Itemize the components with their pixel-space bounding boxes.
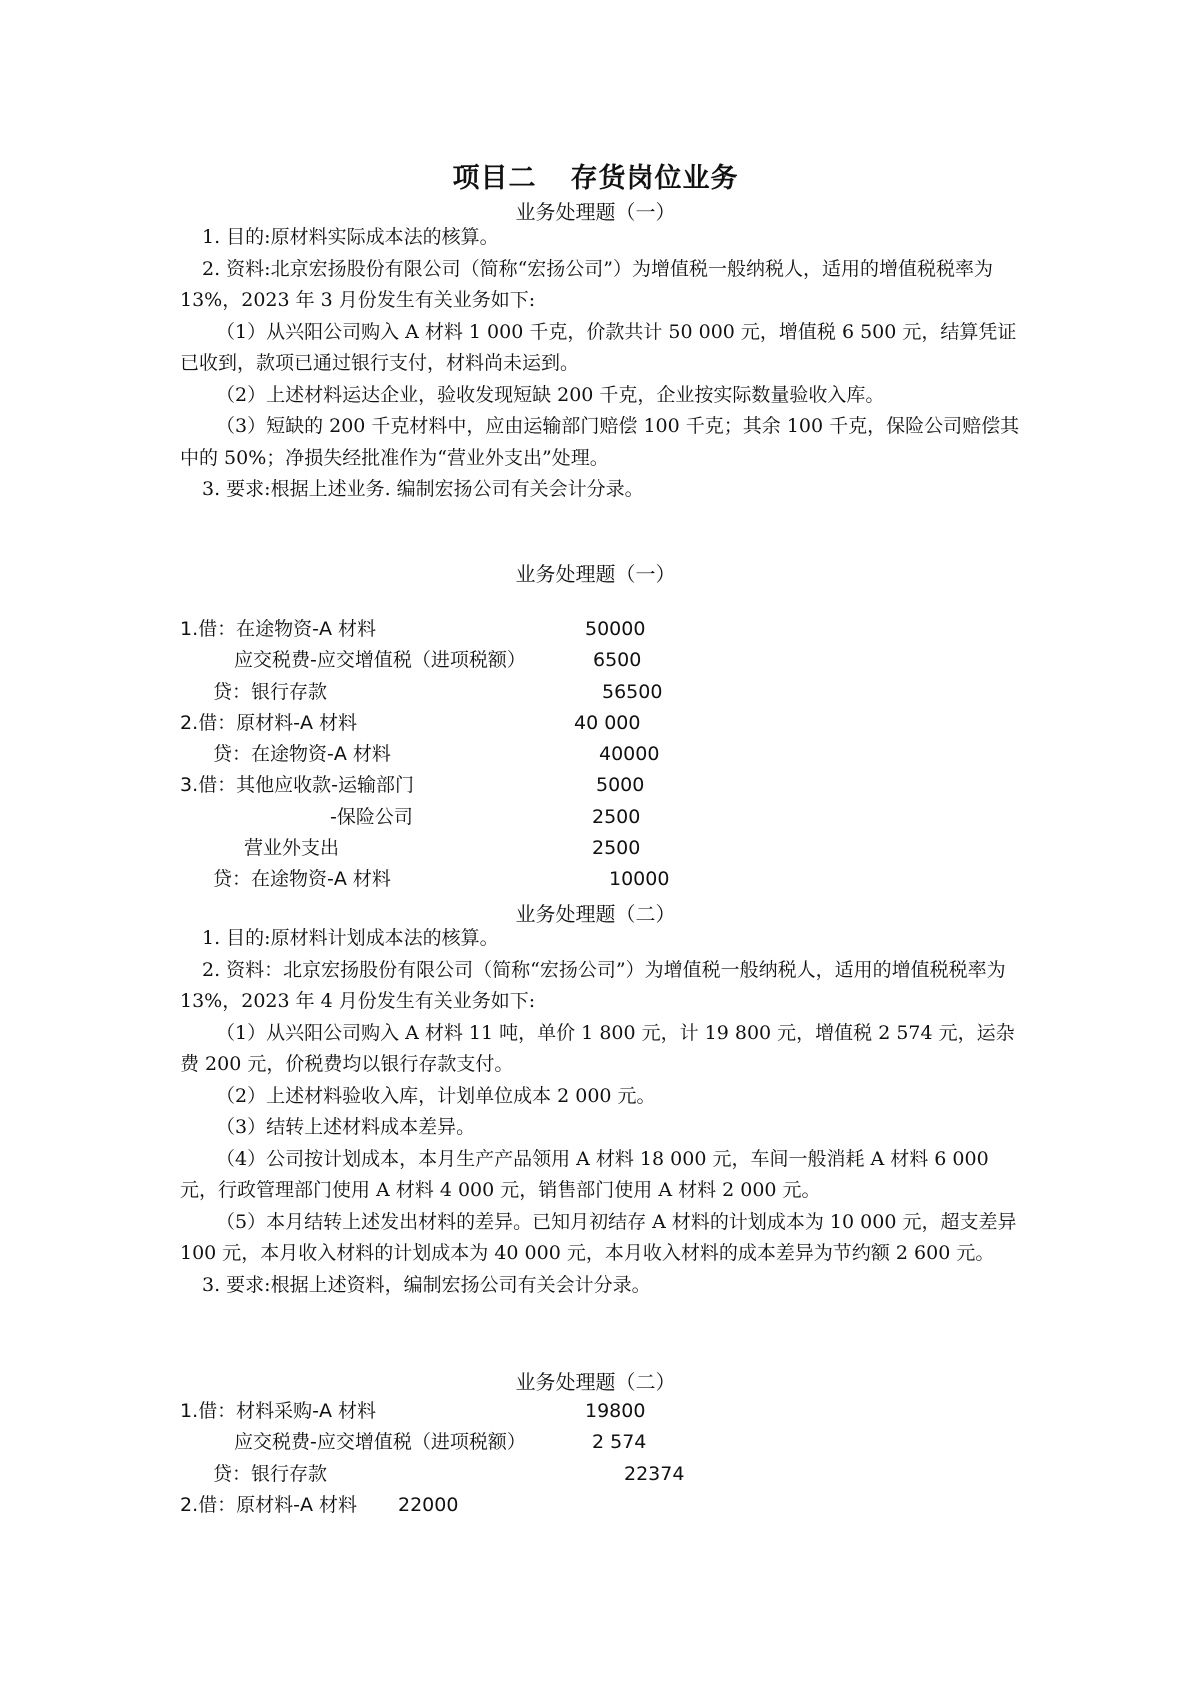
page-title (0, 156, 1191, 195)
journal-account: 贷：银行存款 (213, 680, 328, 703)
answer2-entries (180, 1396, 880, 1521)
journal-amount: 2500 (592, 837, 641, 860)
section1-purpose: 1. 目的:原材料实际成本法的核算。 (202, 226, 499, 248)
journal-row (180, 864, 880, 895)
answer2-heading: 业务处理题（二） (515, 1370, 676, 1394)
journal-amount: 40 000 (574, 711, 641, 734)
journal-row (180, 833, 880, 864)
journal-amount: 10000 (609, 868, 670, 891)
section2-requirement: 3. 要求:根据上述资料，编制宏扬公司有关会计分录。 (202, 1273, 651, 1296)
section1-item-1: （1）从兴阳公司购入 A 材料 1 000 千克，价款共计 50 000 元，增值税 6 500 元，结算凭证已收到，款项已通过银行支付，材料尚未运到。 (180, 320, 1017, 374)
journal-account: 营业外支出 (244, 837, 340, 860)
journal-row (180, 677, 880, 708)
title-part1: 项目二 (452, 163, 537, 194)
journal-row (180, 1459, 880, 1490)
journal-row (180, 802, 880, 833)
journal-account: 1.借：在途物资-A 材料 (180, 618, 377, 640)
journal-row (180, 1427, 880, 1458)
title-part2: 存货岗位业务 (570, 163, 739, 194)
journal-amount: 56500 (602, 680, 663, 703)
section2-material: 2. 资料：北京宏扬股份有限公司（简称“宏扬公司”）为增值税一般纳税人，适用的增值税税率为 13%，2023 年 4 月份发生有关业务如下: (180, 958, 1006, 1012)
answer1-entries (180, 614, 880, 896)
journal-account: 贷：在途物资-A 材料 (213, 743, 391, 766)
journal-row (180, 1396, 880, 1427)
journal-amount: 2500 (592, 805, 641, 828)
journal-account: 贷：银行存款 (213, 1462, 328, 1485)
journal-row (180, 770, 880, 801)
journal-account: 2.借：原材料-A 材料 (180, 1493, 358, 1516)
journal-account: 贷：在途物资-A 材料 (213, 868, 391, 891)
section2-item-3: （3）结转上述材料成本差异。 (216, 1116, 476, 1138)
journal-amount: 19800 (585, 1400, 646, 1422)
journal-account: 应交税费-应交增值税（进项税额） (234, 649, 526, 672)
journal-amount: 40000 (599, 743, 660, 766)
section1-item-3: （3）短缺的 200 千克材料中，应由运输部门赔偿 100 千克；其余 100 千克，保险公司赔偿其中的 50%；净损失经批准作为“营业外支出”处理。 (180, 415, 1020, 469)
journal-row (180, 614, 880, 645)
journal-row (180, 1490, 880, 1521)
section1-item-2: （2）上述材料运达企业，验收发现短缺 200 千克，企业按实际数量验收入库。 (216, 383, 885, 406)
section1-requirement: 3. 要求:根据上述业务. 编制宏扬公司有关会计分录。 (202, 478, 644, 500)
journal-amount: 22000 (398, 1493, 459, 1516)
section2-body (180, 923, 1020, 1301)
section1-heading: 业务处理题（一） (515, 200, 676, 224)
section2-item-4: （4）公司按计划成本，本月生产产品领用 A 材料 18 000 元，车间一般消耗 A 材料 6 000 元，行政管理部门使用 A 材料 4 000 元，销售部门使用 A 材料 2 000 元。 (180, 1147, 989, 1201)
journal-account: 应交税费-应交增值税（进项税额） (234, 1431, 526, 1454)
section1-material: 2. 资料:北京宏扬股份有限公司（简称“宏扬公司”）为增值税一般纳税人，适用的增值税税率为 13%，2023 年 3 月份发生有关业务如下: (180, 257, 993, 311)
journal-row (180, 645, 880, 676)
section2-item-2: （2）上述材料验收入库，计划单位成本 2 000 元。 (216, 1084, 656, 1107)
journal-account: 3.借：其他应收款-运输部门 (180, 774, 414, 797)
section1-body (180, 222, 1020, 506)
journal-row (180, 739, 880, 770)
section2-item-1: （1）从兴阳公司购入 A 材料 11 吨，单价 1 800 元，计 19 800 元，增值税 2 574 元，运杂费 200 元，价税费均以银行存款支付。 (180, 1021, 1015, 1075)
section2-item-5: （5）本月结转上述发出材料的差异。已知月初结存 A 材料的计划成本为 10 000 元，超支差异 100 元，本月收入材料的计划成本为 40 000 元，本月收入材料的成本差异为节约额 2 600 元。 (180, 1210, 1017, 1264)
journal-account: 1.借：材料采购-A 材料 (180, 1400, 377, 1422)
journal-amount: 2 574 (592, 1431, 647, 1454)
journal-amount: 6500 (593, 649, 642, 672)
journal-amount: 22374 (624, 1462, 685, 1485)
journal-amount: 5000 (596, 774, 645, 797)
journal-row (180, 708, 880, 739)
journal-account: 2.借：原材料-A 材料 (180, 711, 358, 734)
journal-amount: 50000 (585, 618, 646, 640)
journal-account: -保险公司 (330, 805, 413, 828)
section2-purpose: 1. 目的:原材料计划成本法的核算。 (202, 927, 499, 949)
section2-heading: 业务处理题（二） (515, 902, 676, 926)
answer1-heading: 业务处理题（一） (515, 562, 676, 586)
